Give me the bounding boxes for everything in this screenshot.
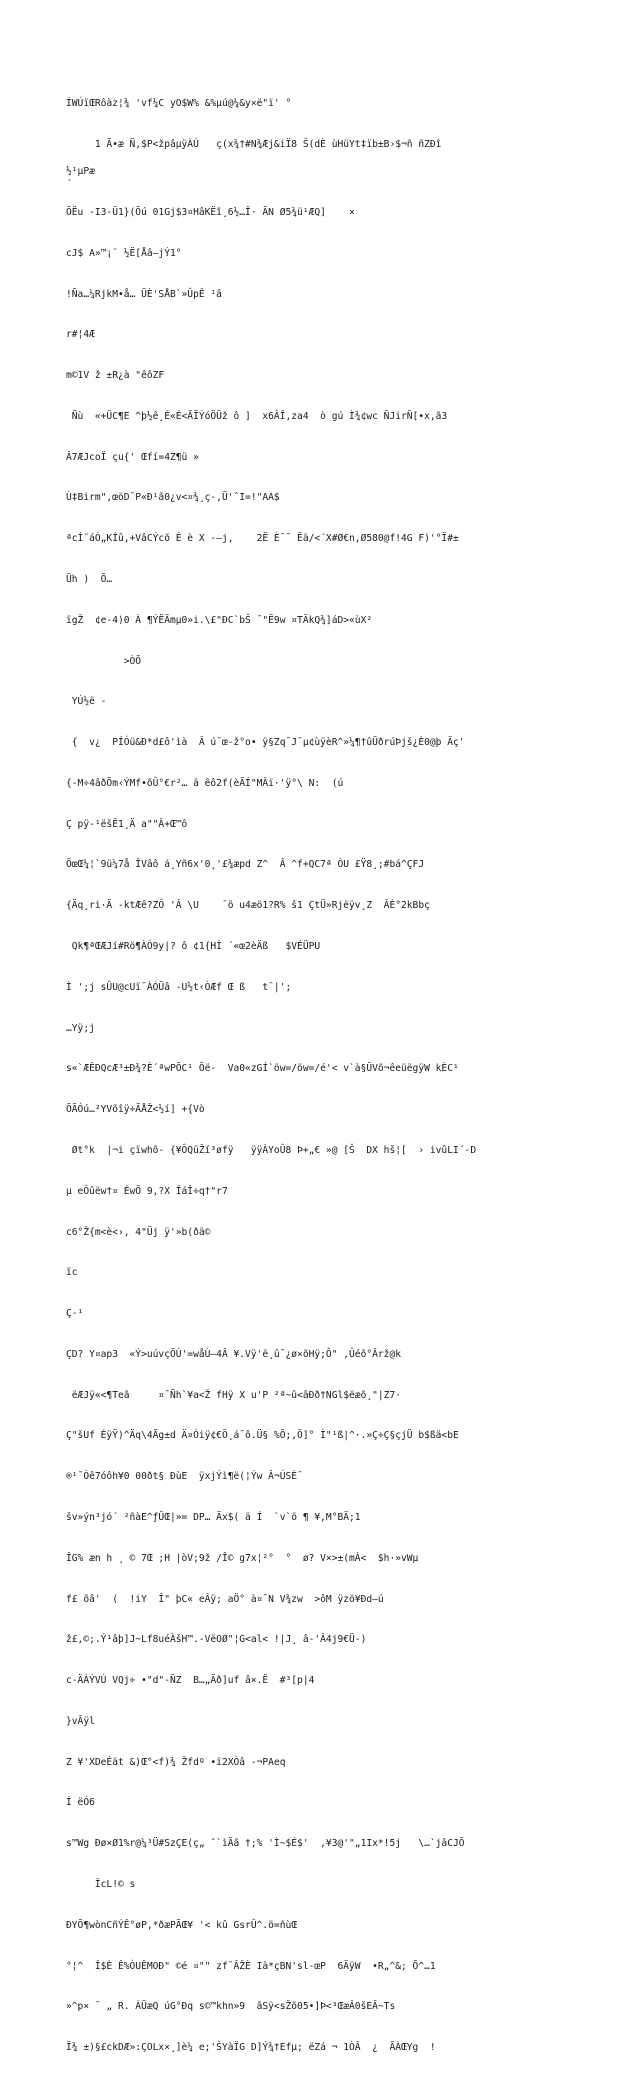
body-line: >ÒÕ bbox=[66, 655, 142, 667]
body-line: ÎcL!© s bbox=[66, 1879, 136, 1890]
body-line: »^p× ¯ „ R. ÀÜæQ úG°Ðq s©™khn»9 ãSÿ<sŽõ05•]Þ<³ŒæÂ0šEÂ~Ts bbox=[66, 2001, 402, 2013]
body-line: Ï¾ ±)§£ckDÆ»:ÇOLx×¸]è¼ e;'ŠYàÏG D]Ý¾†Efµ; ëZá ¬ 1ÒÂ ¿ ÃÀŒYg ! bbox=[66, 2042, 436, 2054]
body-line: ÕËu -I3-Ü1}(Õú 01Gj$3¤HâKËî¸6½…Î· ÃN Ø5¾ü¹ÆQ] × bbox=[66, 206, 355, 218]
body-line: …Yÿ;j bbox=[66, 1022, 95, 1034]
body-line: ëÆJÿ«<¶Teã ¤¯Ñh`¥a<Ž fHÿ X u'P ²ª~û<âÐð†NGl$ëæõ¸"|Z7· bbox=[66, 1389, 402, 1401]
body-line: cJ$ A»™¡¨ ½Ë[Åâ—jÝ1° bbox=[66, 247, 182, 259]
body-line: s™Wg Ðø×Ø1%r@¼³Ü#SzÇE(ç„ ˆ`ìÃã †;% 'Ì~$É$' ,¥3@'"„1Ix*!5j \…`jâCJÕ bbox=[66, 1838, 465, 1850]
body-line: c6°Ž{m<è<›, 4"Üj ÿ'»b(ðä© bbox=[66, 1226, 211, 1238]
body-line: ÎG% æn h ¸ © 7Œ ;H |òV;9ž /Î© g7x¦²° ° ø? V×>±(mÀ< $h·»vWµ bbox=[66, 1552, 419, 1564]
body-line: Qk¶ªŒÆJí#Rö¶ÀÓ9y|? ô ¢1{HÍ ´«œ2èÄß $VÉÜPU bbox=[66, 941, 321, 953]
body-line: ÇD? Y¤ap3 «Ý>uúvçÕÚ'=wåÙ—4Â ¥.Vÿ'ë¸û¯¿ø×õHÿ;Ô" ,Ûéõ°Ârž@k bbox=[66, 1348, 402, 1360]
body-line: šv»ýn³jó´ ²ñàE^ƒÛŒ|»= DP… Äx$( ä Í `v`ö ¶ ¥,M°BÄ;1 bbox=[66, 1511, 361, 1523]
body-line: Ñù «+ÜC¶E ^þ½ê¸È«É<ÃÏÝóÖÜž ô ] x6ÂÎ,za4 ò gú Ì¾¢wc ÑJirÑ[•x,ã3 bbox=[66, 410, 448, 422]
body-line: c-ÄÀÝVÚ VQj÷ •"d"-ÑZ B…„Äð]uf â×.Ë #³[p|4 bbox=[66, 1675, 315, 1687]
body-line: ïgŽ ¢e-4)0 À ¶ÝËÃmµ0»i.\£"ÐC`bŠ ¯"Ë9w ¤TÄkQ¾]áD>«ùX² bbox=[66, 614, 373, 626]
body-line: YÚ½ë - bbox=[66, 696, 107, 708]
body-line: m©1V ž ±R¿à "êôZF bbox=[66, 370, 165, 382]
body-line: f£ õâ' ( !iY Î" þC« eÂÿ; aÖ° à¤¯N V¾zw >ôM ÿzö¥Ðd—ú bbox=[66, 1593, 384, 1605]
body-line: { v¿ PÍÓü&Ð*d£ô'ìà Â ú¯œ-ž°o• ÿ§Zq¯J¯µ¢ùÿèR^»¼¶†ûÜðrúÞjš¿È0@þ Äç' bbox=[66, 737, 465, 749]
body-line: Üh ) Õ… bbox=[66, 574, 113, 585]
body-line: Ì ';j sÛU@cUï¯ÀÓÜâ -U½t‹ÒÆf Œ ß t¯|'; bbox=[66, 981, 292, 993]
body-line: ªcÍ¨áÓ„KÍû,+VâCÝcõ É è X -—j, 2Ë È¯¯ Ëä/<´X#Ø€n,Ø580@f!4G F)'°Ï#± bbox=[66, 533, 459, 545]
body-line: Ç-¹ bbox=[66, 1308, 84, 1320]
body-line: Ç"šUf ÉÿŸ)^Äq\4Ãg±d Ä¤Óiÿ¢€Ö¸á¯ô.Ü§ %Õ;,Ö]° Ì"¹ß|^·.»Ç÷Ç§çjÜ b$ßä<bE bbox=[66, 1430, 459, 1442]
body-line: Í ëÓ6 bbox=[66, 1797, 95, 1809]
body-text-block bbox=[66, 138, 626, 2082]
body-line: !Ña…¼RjkM•å… ÜЀ'SÅB`»ÛpÊ ¹â bbox=[66, 288, 222, 300]
body-line: s«`ÆÊÐQcÆ³±Ð¾?È´ªwPÕC¹ Õë- Va0«zGÍ`öw=/öw=/é'< v`à§ÜVõ¬êeüëgÿW kÈC¹ bbox=[66, 1063, 459, 1075]
body-line: Ù‡Birm",œöD¯P«Ð¹ã0¿v<¤¾¸ç-,Ü'ˆI=!"AA$ bbox=[66, 492, 280, 504]
body-line: }vÂÿl bbox=[66, 1715, 95, 1727]
body-line: µ eÔûëw†¤ ÉwÕ 9,?X ÎáÎ÷q†"r7 bbox=[66, 1185, 228, 1197]
body-line: {-M÷4âðÕm‹ÝMf•õÛ°€r²… ä êô2f(èÃÍ"MÂï·'ÿ°\ N: (ú bbox=[66, 777, 344, 789]
header-line: 1 Ã•æ Ñ,$P<žpâµÿÀÚ ç(x¾†#N¾Æj&iÏ8 Š(dÈ ùHüYt‡ïb±B›$¬ñ ñZÐî bbox=[66, 138, 442, 150]
body-line: ½¹µPæ bbox=[66, 166, 95, 178]
body-line: Â7ÆJcoÏ çu{' Œfí=4Z¶ü » bbox=[66, 451, 199, 463]
body-line: Øt°k |¬i çïwhõ- {¥ÔQüŽí³øfÿ ÿÿÀYoÛ8 Þ+„€ »@ [Š DX hš¦[ › ivûLI´-D bbox=[66, 1144, 477, 1156]
header-line: ´ bbox=[66, 179, 72, 190]
body-line: ÕÃÓú…²YVõîÿ÷ÃÅŽ<½í] +{Vò bbox=[66, 1104, 205, 1116]
body-line: ž£,©;.Ý¹âþ]J~Lf8uéÀšH™.-VëOØ"¦G<al< !|J¸ â-'Â4j9€Ü-) bbox=[66, 1634, 367, 1646]
body-line: Z ¥'XDeÉät &)Œ°<f)¾ Žfdº •ï2XÒâ -¬PAeq bbox=[66, 1756, 286, 1768]
body-line: ïc bbox=[66, 1267, 78, 1279]
body-line: ®¹¯Òê7óôh¥0 00ðt§ ÐùE ÿxjÝì¶ë(¦Ýw Â¬ÚSÈ¯ bbox=[66, 1471, 303, 1483]
body-line: ÐYÕ¶wònCñÝÊ°øP,*ðæPÃŒ¥ '< kû GsrÛ^.ö=ñùŒ bbox=[66, 1919, 326, 1931]
body-line: °¦^ Î$È Ê%ÒUÊMOÐ" ©é ¤"" zf¯ÂŽÈ Ià*çBN'sl-œP 6ÄÿW •R„^&; Õ^…1 bbox=[66, 1960, 436, 1972]
body-line: {Äq¸ri·Ä -ktÆê?ZÔ 'Â \U ¯ö u4æö1?R% š1 ÇtÜ»Rjëÿv¸Z ÂÈ°2kBbç bbox=[66, 900, 430, 912]
body-line: Ç pÿ-¹ëšÊ1¸Ä a""Â+Œ™ô bbox=[66, 818, 188, 830]
header-line: ÍWÚïŒRôàz¦¾ 'vf¼C yO$W% &%µú@¼&y×ë"ï' ° bbox=[66, 98, 292, 109]
body-line: ÕœŒ¼¦`9ü¼7å ÎVâô á¸Yñ6x'0¸'£¾æpd Z^ Â ^f+QC7ª ÒU £Ÿ8¸;#bá^ÇFJ bbox=[66, 859, 425, 871]
body-line: r#¦4Æ bbox=[66, 329, 95, 341]
